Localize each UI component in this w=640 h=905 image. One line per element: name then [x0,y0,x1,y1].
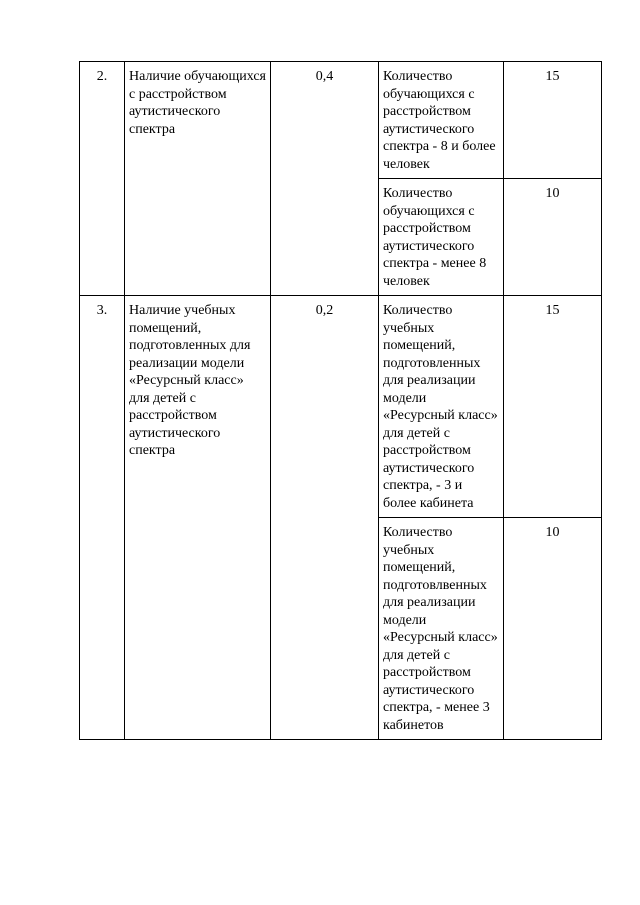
weight-value: 0,2 [271,296,379,740]
score-value: 15 [504,62,602,179]
score-value: 10 [504,179,602,296]
criterion-name: Наличие обучающихся с расстройством аутистического спектра [125,62,271,296]
table-row [80,62,602,179]
row-number: 2. [80,62,125,296]
criteria-table [79,61,602,740]
table-row [80,296,602,518]
indicator-text: Количество обучающихся с расстройством аутистического спектра - менее 8 человек [379,179,504,296]
score-value: 10 [504,518,602,740]
criterion-name: Наличие учебных помещений, подготовленных для реализации модели «Ресурсный класс» для детей с расстройством аутистического спектра [125,296,271,740]
indicator-text: Количество обучающихся с расстройством аутистического спектра - 8 и более человек [379,62,504,179]
row-number: 3. [80,296,125,740]
indicator-text: Количество учебных помещений, подготовленных для реализации модели «Ресурсный класс» для детей с расстройством аутистического спектра, - 3 и более кабинета [379,296,504,518]
score-value: 15 [504,296,602,518]
weight-value: 0,4 [271,62,379,296]
indicator-text: Количество учебных помещений, подготовлвенных для реализации модели «Ресурсный класс» для детей с расстройством аутистического спектра, - менее 3 кабинетов [379,518,504,740]
